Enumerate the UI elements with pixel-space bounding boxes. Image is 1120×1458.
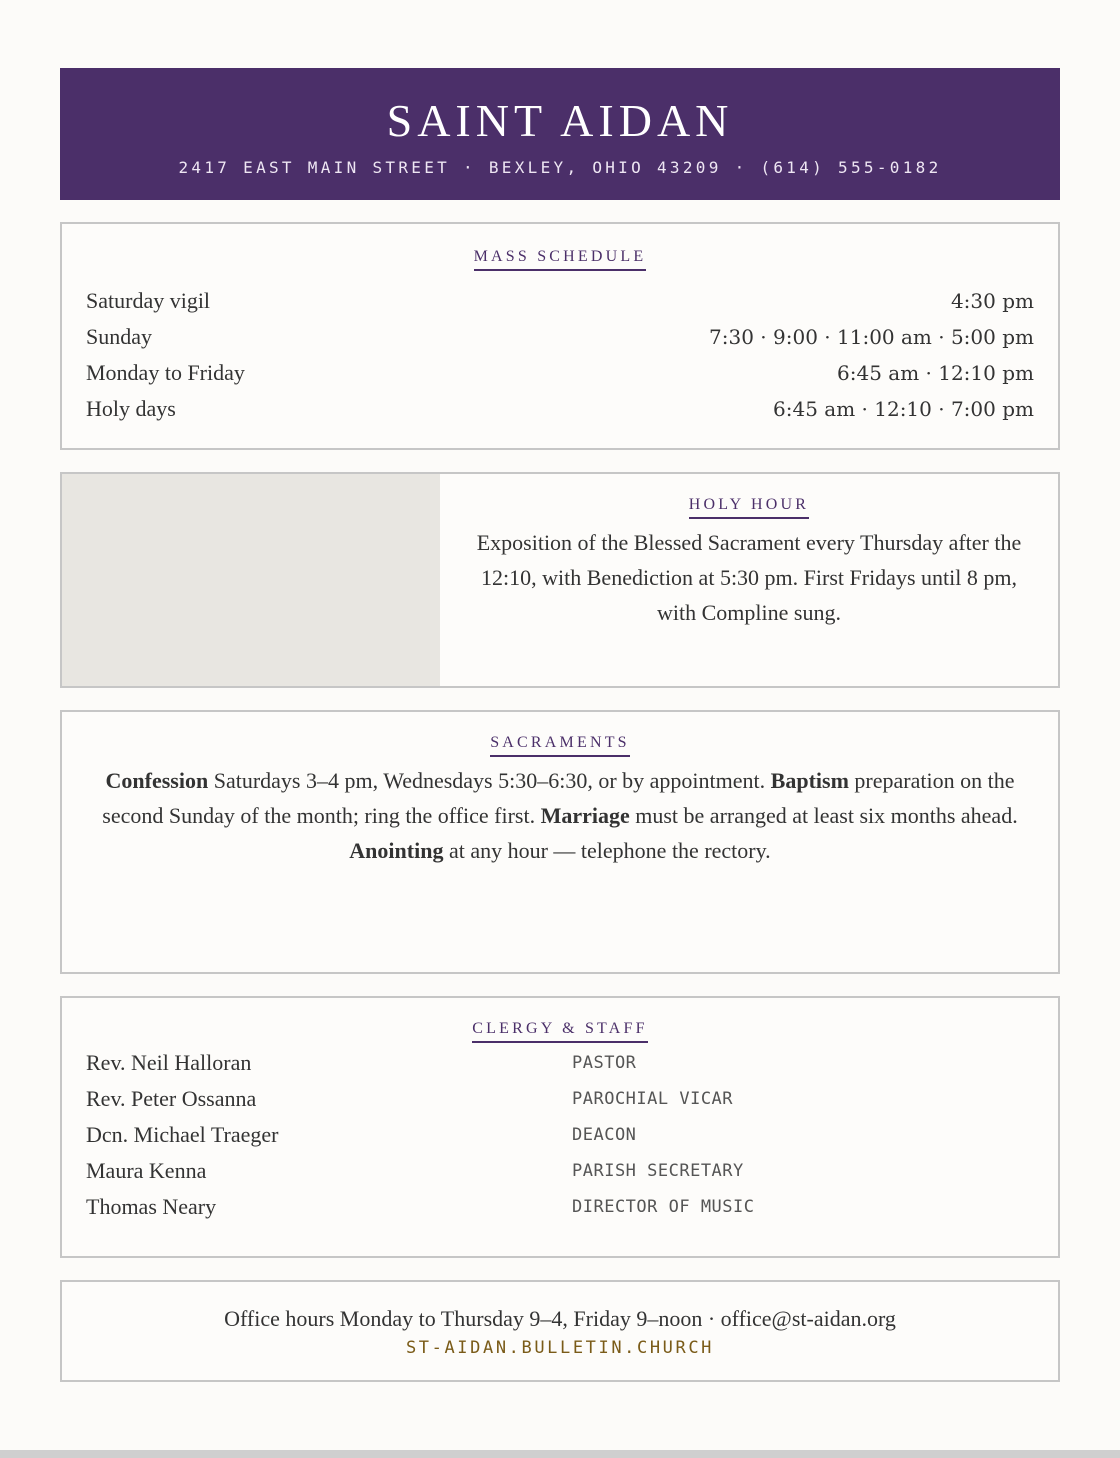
mass-time: 4:30 pm [950,289,1034,313]
holy-hour-text: Exposition of the Blessed Sacrament every Thursday after the 12:10, with Benediction at 5:30 pm. First Fridays until 8 pm, with Compline sung. [476,530,1022,625]
staff-role: PAROCHIAL VICAR [572,1089,734,1109]
anointing-text: at any hour — telephone the rectory. [443,838,771,863]
mass-time: 6:45 am · 12:10 pm [837,361,1034,385]
mass-row [86,391,1034,427]
anointing-label: Anointing [349,838,444,863]
parish-header [60,68,1060,200]
mass-row [86,319,1034,355]
mass-time: 6:45 am · 12:10 · 7:00 pm [773,397,1034,421]
staff-row [86,1045,1034,1081]
staff-name: Dcn. Michael Traeger [86,1122,279,1147]
staff-role: PARISH SECRETARY [572,1161,744,1181]
mass-day: Sunday [86,324,152,349]
office-hours: Office hours Monday to Thursday 9–4, Friday 9–noon · office@st-aidan.org [224,1306,896,1331]
holy-hour-card [60,472,1060,688]
staff-row [86,1189,1034,1225]
sacraments-text [94,763,1026,868]
staff-name: Rev. Peter Ossanna [86,1086,257,1111]
parish-address: 2417 EAST MAIN STREET · BEXLEY, OHIO 43209 · (614) 555-0182 [178,158,942,177]
website-link[interactable]: ST-AIDAN.BULLETIN.CHURCH [405,1338,715,1358]
marriage-text: must be arranged at least six months ahead. [629,803,1018,828]
staff-name: Rev. Neil Halloran [86,1050,252,1075]
mass-schedule-card [60,222,1060,450]
confession-label: Confession [105,768,209,793]
staff-name: Thomas Neary [86,1194,217,1219]
horizontal-scrollbar[interactable] [0,1450,1120,1458]
footer-card [60,1280,1060,1382]
mass-day: Monday to Friday [86,360,245,385]
mass-day: Holy days [86,396,176,421]
staff-role: DEACON [572,1125,637,1145]
mass-day: Saturday vigil [86,288,211,313]
staff-row [86,1081,1034,1117]
mass-row [86,355,1034,391]
mass-time: 7:30 · 9:00 · 11:00 am · 5:00 pm [709,325,1034,349]
confession-text: Saturdays 3–4 pm, Wednesdays 5:30–6:30, or by appointment. [208,768,771,793]
baptism-label: Baptism [770,768,849,793]
holy-hour-title: HOLY HOUR [689,496,809,519]
mass-schedule-title: MASS SCHEDULE [474,248,647,271]
baptism-text: preparation on the second Sunday of the month; ring the office first. [102,768,1015,828]
sacraments-title: SACRAMENTS [490,734,630,757]
clergy-staff-card [60,996,1060,1258]
marriage-label: Marriage [540,803,630,828]
staff-role: PASTOR [572,1053,637,1073]
parish-name: SAINT AIDAN [386,95,734,146]
staff-role: DIRECTOR OF MUSIC [572,1197,755,1217]
staff-name: Maura Kenna [86,1158,207,1183]
staff-row [86,1117,1034,1153]
staff-row [86,1153,1034,1189]
clergy-staff-title: CLERGY & STAFF [472,1020,647,1043]
sacraments-card [60,710,1060,974]
holy-hour-image-placeholder [62,474,440,686]
mass-row [86,283,1034,319]
